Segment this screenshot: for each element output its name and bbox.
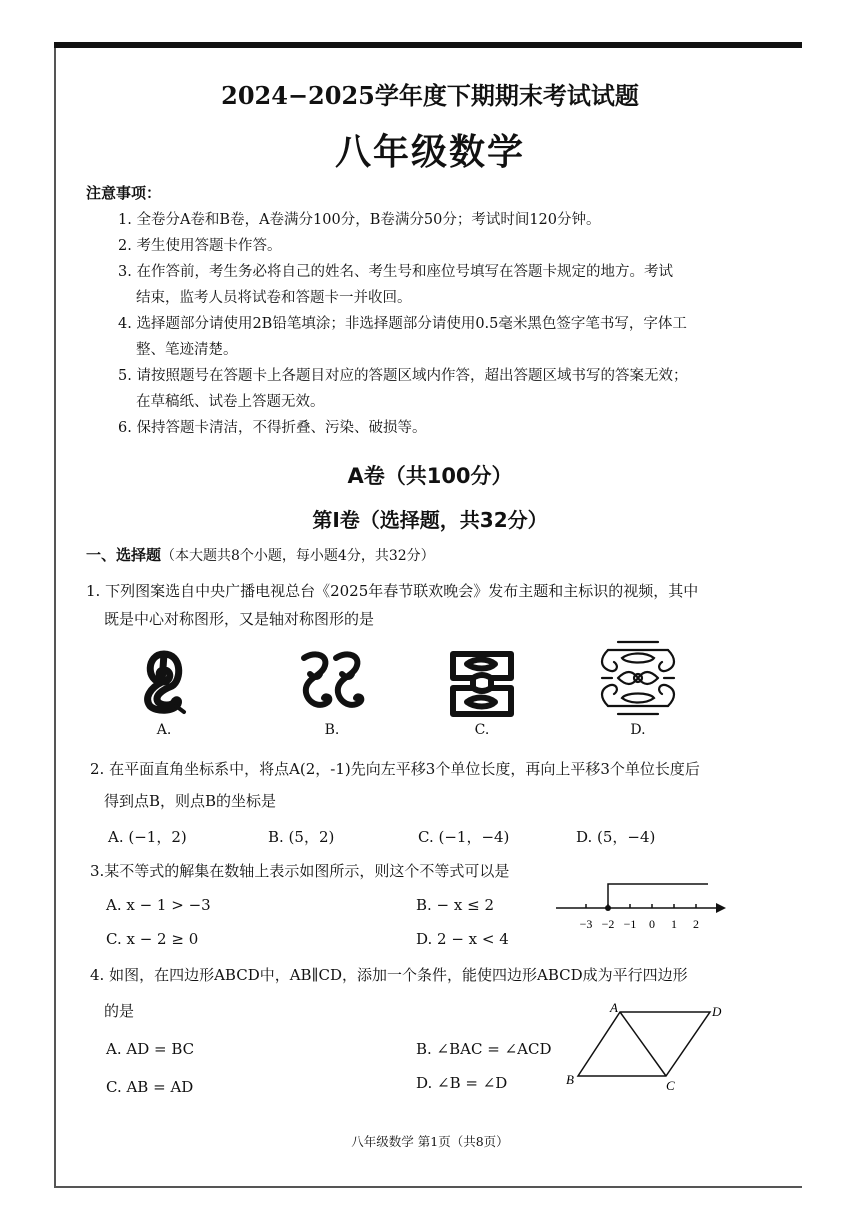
mc-heading: 一、选择题 [86, 546, 162, 564]
top-border [54, 42, 802, 48]
mc-note: （本大题共8个小题，每小题4分，共32分） [161, 548, 435, 564]
q4-point-label: D [712, 1004, 722, 1019]
q1-stem-line2: 既是中心对称图形，又是轴对称图形的是 [104, 610, 375, 628]
q2-option-c: C. (−1，−4) [418, 828, 510, 846]
note-item: 2. 考生使用答题卡作答。 [118, 238, 282, 254]
note-item: 在草稿纸、试卷上答题无效。 [136, 394, 325, 410]
q1-stem-line1: 1. 下列图案选自中央广播电视总台《2025年春节联欢晚会》发布主题和主标识的视频，其中 [86, 582, 699, 600]
q2-option-d: D. (5，−4) [576, 828, 656, 846]
q2-stem-line2: 得到点B，则点B的坐标是 [104, 792, 277, 810]
q3-tick-label: −1 [623, 917, 637, 931]
subject-title: 八年级数学 [334, 131, 525, 173]
q3-stem: 3.某不等式的解集在数轴上表示如图所示，则这个不等式可以是 [90, 862, 510, 880]
q4-point-label: A [610, 1000, 618, 1015]
q4-stem-line2: 的是 [104, 1002, 135, 1020]
q3-tick-label: 2 [693, 917, 699, 931]
q4-option-c: C. AB = AD [106, 1078, 194, 1096]
q3-tick-label: −2 [601, 917, 615, 931]
note-item: 3. 在作答前，考生务必将自己的姓名、考生号和座位号填写在答题卡规定的地方。考试 [118, 264, 673, 280]
note-item: 整、笔迹清楚。 [136, 342, 238, 358]
q4-option-b: B. ∠BAC = ∠ACD [416, 1040, 552, 1058]
note-item: 5. 请按照题号在答题卡上各题目对应的答题区域内作答，超出答题区域书写的答案无效； [118, 368, 688, 384]
left-border [54, 48, 56, 1188]
q4-option-d: D. ∠B = ∠D [416, 1074, 508, 1092]
q3-option-b: B. − x ≤ 2 [416, 896, 495, 914]
q1-figure-d [598, 636, 678, 720]
section-a-title: A卷（共100分） [347, 464, 513, 488]
q2-stem-line1: 2. 在平面直角坐标系中，将点A(2，-1)先向左平移3个单位长度，再向上平移3个单位长度后 [90, 760, 700, 778]
q3-number-line [552, 876, 732, 936]
q1-label-c: C. [474, 722, 490, 738]
q3-tick-label: 0 [649, 917, 655, 931]
q3-option-c: C. x − 2 ≥ 0 [106, 930, 199, 948]
q3-option-d: D. 2 − x < 4 [416, 930, 509, 948]
notes-heading: 注意事项： [86, 184, 162, 202]
q4-point-label: C [666, 1078, 675, 1093]
exam-title: 2024−2025学年度下期期末考试试题 [221, 81, 639, 110]
q4-option-a: A. AD = BC [106, 1040, 195, 1058]
q4-parallelogram-figure [562, 1000, 734, 1096]
page-footer: 八年级数学 第1页（共8页） [351, 1134, 509, 1149]
q3-tick-label: 1 [671, 917, 677, 931]
note-item: 结束，监考人员将试卷和答题卡一并收回。 [136, 290, 412, 306]
q4-point-label: B [566, 1072, 574, 1087]
bottom-border [54, 1186, 802, 1188]
note-item: 4. 选择题部分请使用2B铅笔填涂；非选择题部分请使用0.5毫米黑色签字笔书写，字体工 [118, 316, 687, 332]
note-item: 1. 全卷分A卷和B卷，A卷满分100分，B卷满分50分；考试时间120分钟。 [118, 212, 601, 228]
q2-option-b: B. (5，2) [268, 828, 335, 846]
q1-label-a: A. [156, 722, 172, 738]
q4-stem-line1: 4. 如图，在四边形ABCD中，AB∥CD，添加一个条件，能使四边形ABCD成为平行四边形 [90, 966, 688, 984]
q1-figure-c [443, 648, 521, 720]
q1-figure-a [138, 648, 190, 718]
q1-figure-b [296, 648, 370, 718]
q1-label-d: D. [630, 722, 646, 738]
part1-title: 第Ⅰ卷（选择题，共32分） [312, 508, 548, 532]
q3-tick-label: −3 [579, 917, 593, 931]
q1-label-b: B. [324, 722, 340, 738]
q2-option-a: A. (−1，2) [108, 828, 187, 846]
note-item: 6. 保持答题卡清洁，不得折叠、污染、破损等。 [118, 420, 427, 436]
q3-option-a: A. x − 1 > −3 [106, 896, 211, 914]
